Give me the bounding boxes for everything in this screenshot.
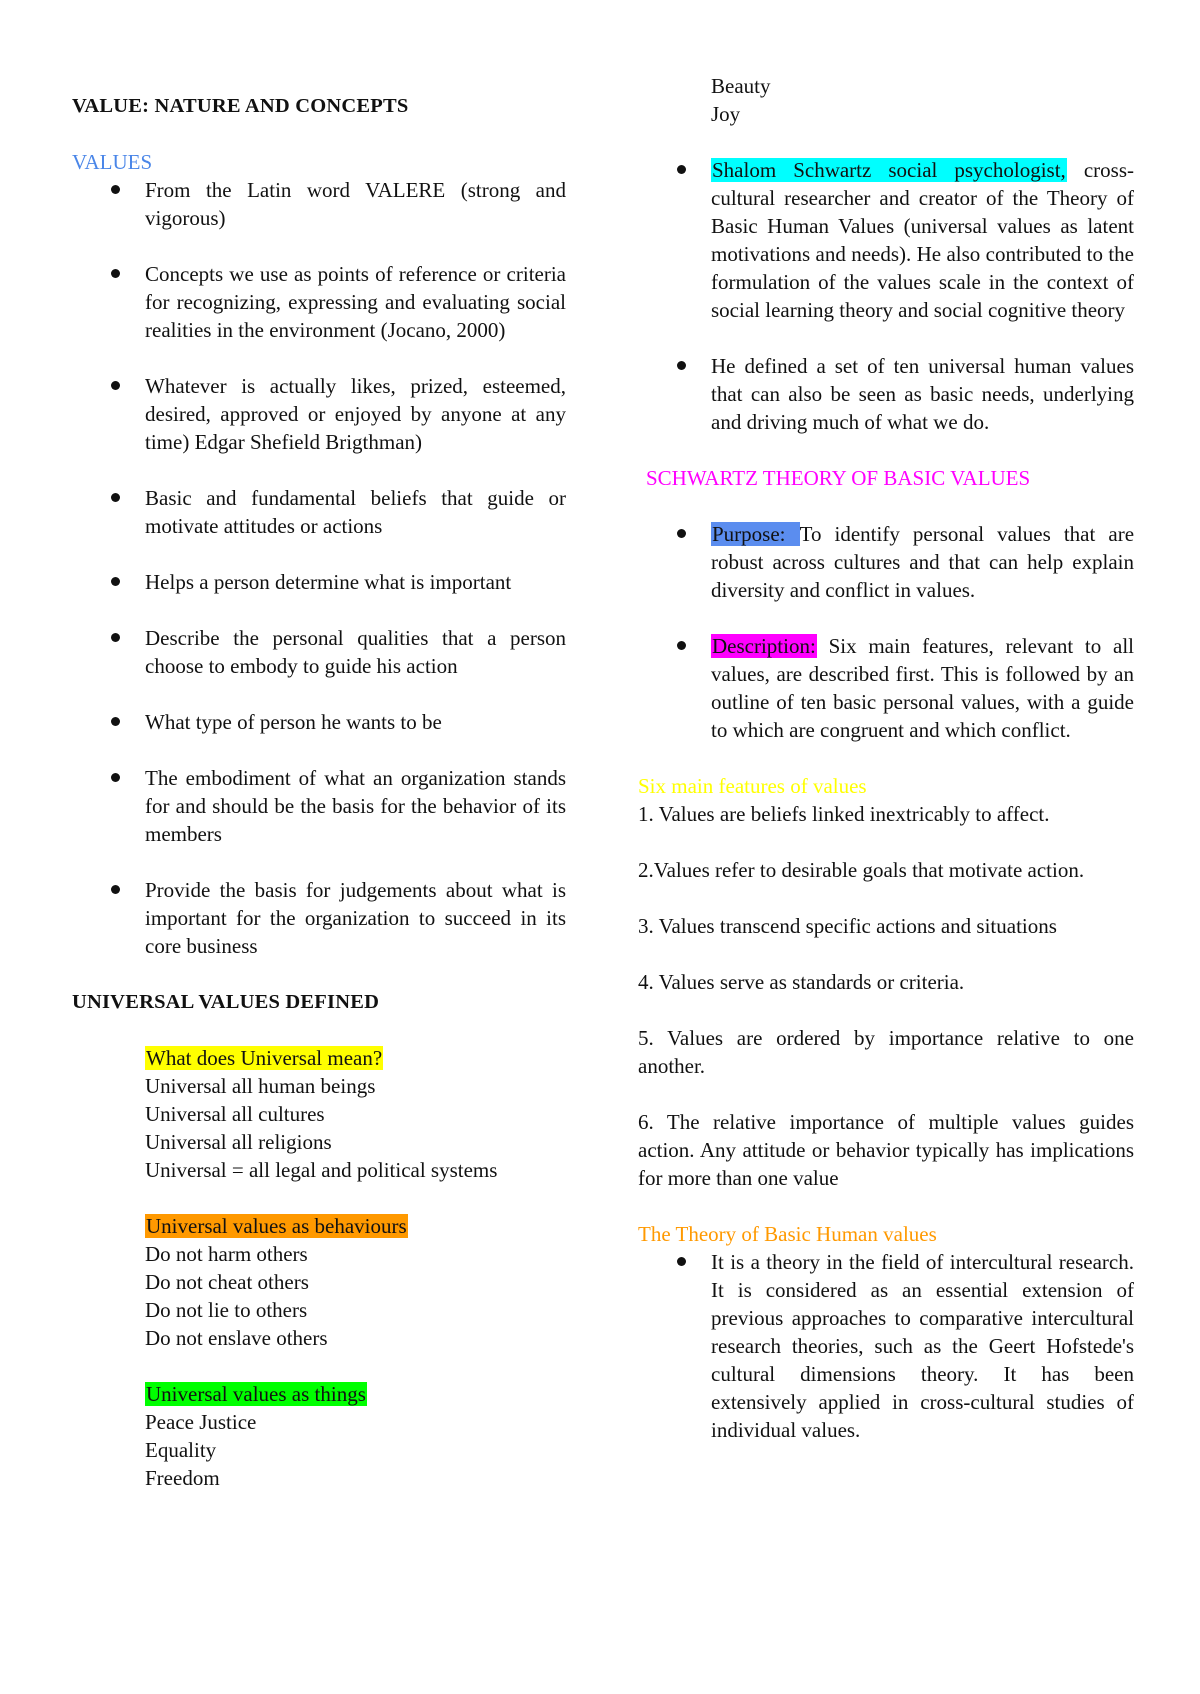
list-item: Description: Six main features, relevant to all values, are described first. This is followed by an outline of ten basic personal values, with a guide to which are congruent and which conflict. (638, 632, 1134, 744)
list-item: The embodiment of what an organization stands for and should be the basis for the behavior of its members (72, 764, 566, 848)
features-list (638, 800, 1134, 1192)
thing-line: Beauty (711, 74, 771, 98)
bullet-icon (111, 717, 120, 726)
behaviour-line: Do not lie to others (145, 1298, 308, 1322)
schwartz-highlight: Shalom Schwartz social psychologist, (712, 158, 1066, 182)
bullet-icon (111, 577, 120, 586)
continued-things (638, 72, 1134, 128)
list-item: It is a theory in the field of intercultural research. It is considered as an essential extension of previous approaches to comparative intercultural research theories, such as the Geert Hofstede's cultural dimensions theory. It has been extensively applied in cross-cultural studies of individual values. (638, 1248, 1134, 1444)
list-item: He defined a set of ten universal human values that can also be seen as basic needs, underlying and driving much of what we do. (638, 352, 1134, 436)
bullet-icon (111, 493, 120, 502)
bullet-icon (111, 269, 120, 278)
universal-mean-line: Universal = all legal and political systems (145, 1158, 498, 1182)
list-item: Describe the personal qualities that a person choose to embody to guide his action (72, 624, 566, 680)
bullet-icon (677, 361, 686, 370)
theory-heading: The Theory of Basic Human values (638, 1222, 937, 1246)
six-features-heading: Six main features of values (638, 774, 867, 798)
universal-values-heading: UNIVERSAL VALUES DEFINED (72, 991, 380, 1013)
thing-line: Freedom (145, 1466, 220, 1490)
bullet-icon (677, 641, 686, 650)
bullet-icon (111, 773, 120, 782)
bullet-icon (677, 165, 686, 174)
behaviour-line: Do not harm others (145, 1242, 308, 1266)
thing-line: Joy (711, 102, 741, 126)
list-item: Helps a person determine what is important (72, 568, 566, 596)
values-heading: VALUES (72, 150, 153, 174)
universal-mean-section (72, 1044, 566, 1184)
description-label: Description: (712, 634, 816, 658)
bullet-icon (677, 1257, 686, 1266)
values-list (72, 176, 566, 960)
universal-mean-line: Universal all religions (145, 1130, 332, 1154)
thing-line: Peace Justice (145, 1410, 257, 1434)
universal-things-section (72, 1380, 566, 1492)
purpose-label: Purpose: (712, 522, 799, 546)
list-item: Shalom Schwartz social psychologist, cross-cultural researcher and creator of the Theory of Basic Human Values (universal values as latent motivations and needs). He also contributed to the formulation of the values scale in the context of social learning theory and social cognitive theory (638, 156, 1134, 324)
theory-list (638, 1248, 1134, 1444)
bullet-icon (111, 633, 120, 642)
list-item: Whatever is actually likes, prized, esteemed, desired, approved or enjoyed by anyone at any time) Edgar Shefield Brigthman) (72, 372, 566, 456)
list-item: 6. The relative importance of multiple values guides action. Any attitude or behavior typically has implications for more than one value (638, 1110, 1134, 1190)
list-item: Provide the basis for judgements about what is important for the organization to succeed in its core business (72, 876, 566, 960)
list-item: Concepts we use as points of reference or criteria for recognizing, expressing and evaluating social realities in the environment (Jocano, 2000) (72, 260, 566, 344)
universal-mean-label: What does Universal mean? (146, 1046, 383, 1070)
list-item: From the Latin word VALERE (strong and vigorous) (72, 176, 566, 232)
schwartz-theory-heading: SCHWARTZ THEORY OF BASIC VALUES (646, 466, 1031, 490)
behaviour-line: Do not enslave others (145, 1326, 328, 1350)
schwartz-list (638, 156, 1134, 436)
behaviour-line: Do not cheat others (145, 1270, 309, 1294)
bullet-icon (111, 885, 120, 894)
list-item: 5. Values are ordered by importance relative to one another. (638, 1026, 1134, 1078)
list-item: 1. Values are beliefs linked inextricably to affect. (638, 802, 1050, 826)
list-item: 4. Values serve as standards or criteria. (638, 970, 965, 994)
bullet-icon (111, 185, 120, 194)
universal-mean-line: Universal all cultures (145, 1102, 325, 1126)
list-item: 2.Values refer to desirable goals that motivate action. (638, 858, 1085, 882)
universal-behaviours-section (72, 1212, 566, 1352)
list-item: 3. Values transcend specific actions and situations (638, 914, 1057, 938)
thing-line: Equality (145, 1438, 217, 1462)
universal-things-label: Universal values as things (146, 1382, 366, 1406)
list-item: Purpose: To identify personal values that are robust across cultures and that can help explain diversity and conflict in values. (638, 520, 1134, 604)
bullet-icon (677, 529, 686, 538)
left-column (72, 70, 566, 1492)
right-column (638, 72, 1134, 1472)
list-item: Basic and fundamental beliefs that guide or motivate attitudes or actions (72, 484, 566, 540)
bullet-icon (111, 381, 120, 390)
schwartz-theory-list (638, 520, 1134, 744)
list-item: What type of person he wants to be (72, 708, 566, 736)
universal-behaviours-label: Universal values as behaviours (146, 1214, 407, 1238)
document-title: VALUE: NATURE AND CONCEPTS (72, 95, 409, 117)
universal-mean-line: Universal all human beings (145, 1074, 376, 1098)
